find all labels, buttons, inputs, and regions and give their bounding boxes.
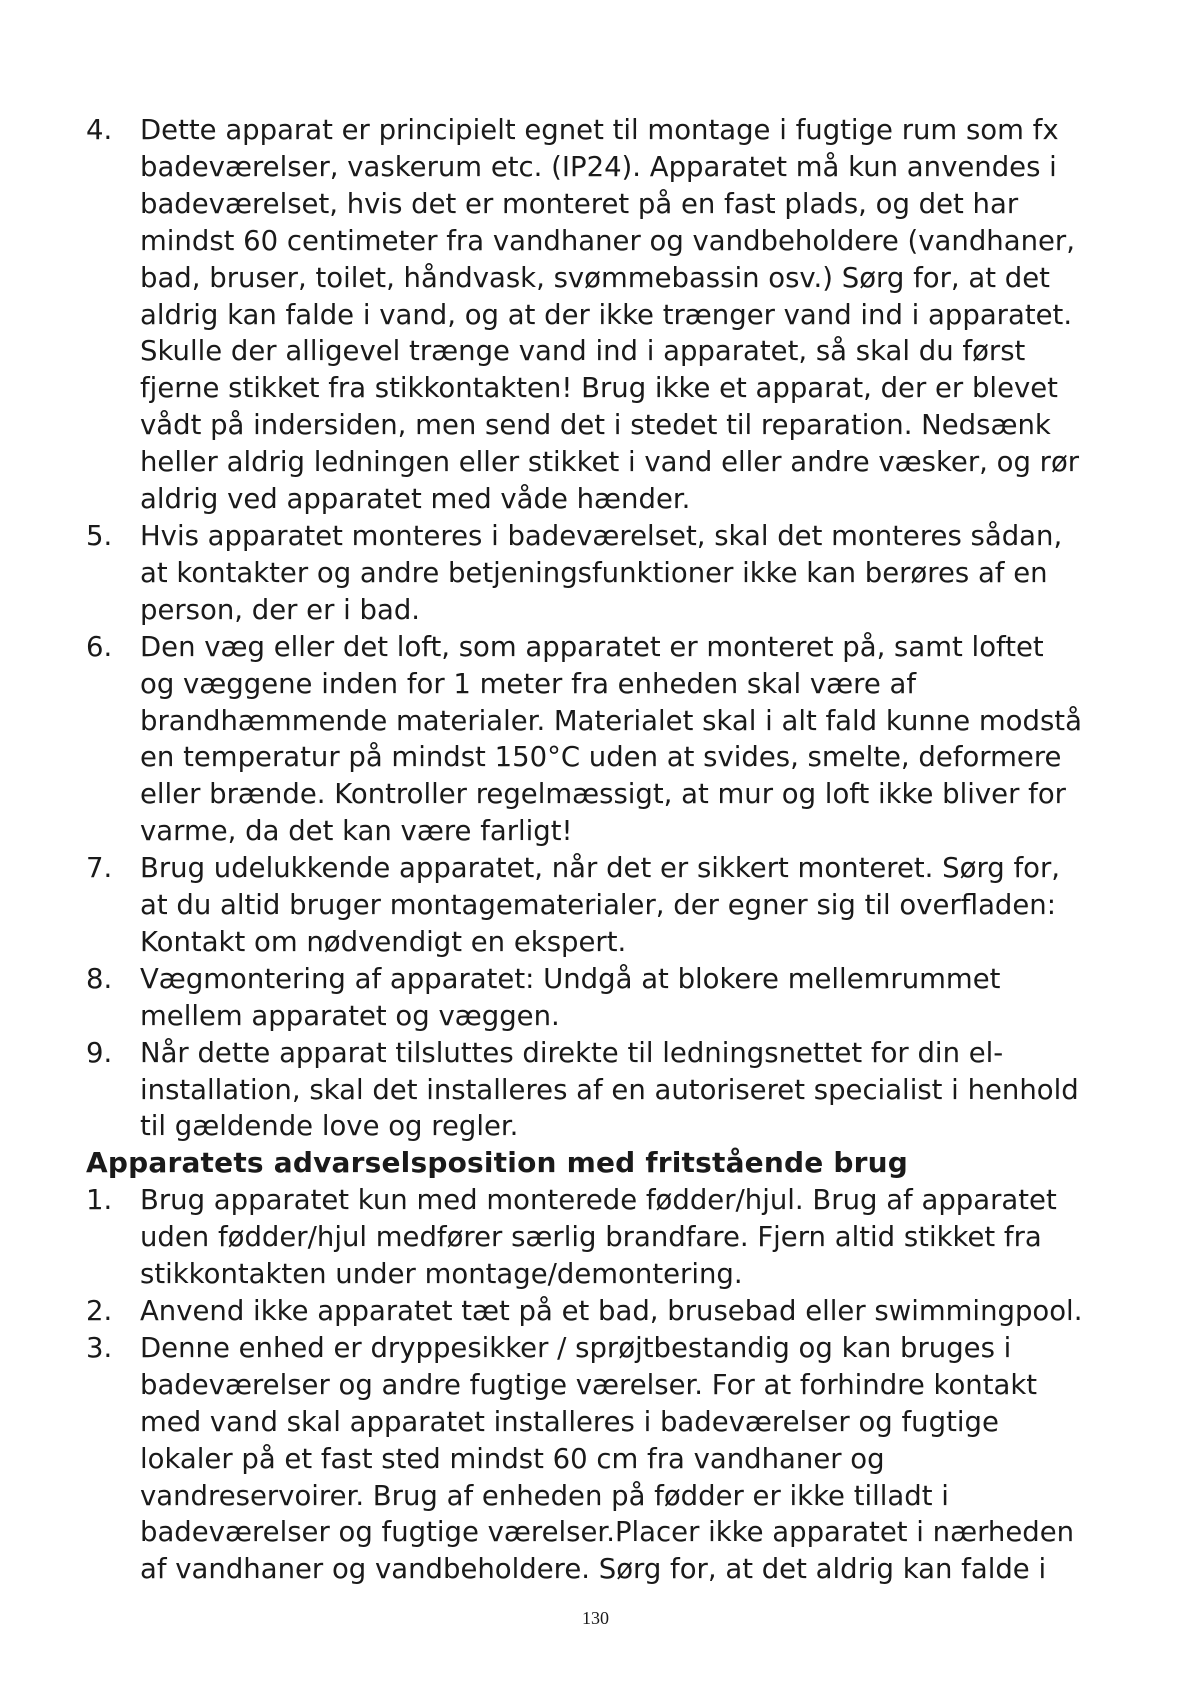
list-item-number: 7. xyxy=(86,852,113,885)
list-item-text: Brug udelukkende apparatet, når det er sikkert monteret. Sørg for, at du altid bruger montagematerialer, der egner sig til overfladen: Kontakt om nødvendigt en ekspert. xyxy=(140,852,1061,958)
list-item-number: 5. xyxy=(86,519,113,552)
list-item-number: 6. xyxy=(86,630,113,663)
list-item xyxy=(86,629,1126,850)
list-item-text: Dette apparat er principielt egnet til montage i fugtige rum som fx badeværelser, vaskerum etc. (IP24). Apparatet må kun anvendes i badeværelset, hvis det er monteret på en fast plads, og det har mindst 60 centimeter fra vandhaner og vandbeholdere (vandhaner, bad, bruser, toilet, håndvask, svømmebassin osv.) Sørg for, at det aldrig kan falde i vand, og at der ikke trænger vand ind i apparatet. Skulle der alligevel trænge vand ind i apparatet, så skal du først fjerne stikket fra stikkontakten! Brug ikke et apparat, der er blevet vådt på indersiden, men send det i stedet til reparation. Nedsænk heller aldrig ledningen eller stikket i vand eller andre væsker, og rør aldrig ved apparatet med våde hænder. xyxy=(140,114,1080,516)
list-item-number: 1. xyxy=(86,1184,113,1217)
list-item-text: Anvend ikke apparatet tæt på et bad, brusebad eller swimmingpool. xyxy=(140,1295,1083,1327)
list-item-number: 8. xyxy=(86,962,113,995)
list-item-number: 3. xyxy=(86,1331,113,1364)
list-item xyxy=(86,112,1126,518)
list-item-text: Denne enhed er dryppesikker / sprøjtbestandig og kan bruges i badeværelser og andre fugtige værelser. For at forhindre kontakt med vand skal apparatet installeres i badeværelser og fugtige lokaler på et fast sted mindst 60 cm fra vandhaner og vandreservoirer. Brug af enheden på fødder er ikke tilladt i badeværelser og fugtige værelser.Placer ikke apparatet i nærheden af vandhaner og vandbeholdere. Sørg for, at det aldrig kan falde i xyxy=(140,1331,1075,1586)
list-item-number: 4. xyxy=(86,114,113,146)
list-item xyxy=(86,518,1126,629)
list-item-number: 2. xyxy=(86,1295,113,1327)
numbered-list-installation xyxy=(86,112,1126,1145)
list-item xyxy=(86,1035,1126,1146)
list-item xyxy=(86,961,1126,1035)
list-item-text: Den væg eller det loft, som apparatet er monteret på, samt loftet og væggene inden for 1 meter fra enheden skal være af brandhæmmende materialer. Materialet skal i alt fald kunne modstå en temperatur på mindst 150°C uden at svides, smelte, deformere eller brænde. Kontroller regelmæssigt, at mur og loft ikke bliver for varme, da det kan være farligt! xyxy=(140,630,1082,848)
list-item xyxy=(86,1293,1126,1330)
list-item xyxy=(86,1330,1126,1588)
page-number: 130 xyxy=(582,1608,609,1628)
list-item xyxy=(86,1182,1126,1293)
list-item-text: Når dette apparat tilsluttes direkte til ledningsnettet for din el- installation, skal det installeres af en autoriseret specialist i henhold til gældende love og regler. xyxy=(140,1036,1079,1143)
document-body xyxy=(86,112,1126,1588)
list-item-number: 9. xyxy=(86,1036,113,1069)
numbered-list-freestanding xyxy=(86,1182,1126,1588)
section-heading: Apparatets advarselsposition med fritstående brug xyxy=(86,1146,908,1180)
list-item-text: Brug apparatet kun med monterede fødder/hjul. Brug af apparatet uden fødder/hjul medfører særlig brandfare. Fjern altid stikket fra stikkontakten under montage/demontering. xyxy=(140,1184,1057,1291)
list-item-text: Vægmontering af apparatet: Undgå at blokere mellemrummet mellem apparatet og væggen. xyxy=(140,962,1001,1032)
list-item-text: Hvis apparatet monteres i badeværelset, skal det monteres sådan, at kontakter og andre betjeningsfunktioner ikke kan berøres af en person, der er i bad. xyxy=(140,519,1063,626)
list-item xyxy=(86,850,1126,961)
